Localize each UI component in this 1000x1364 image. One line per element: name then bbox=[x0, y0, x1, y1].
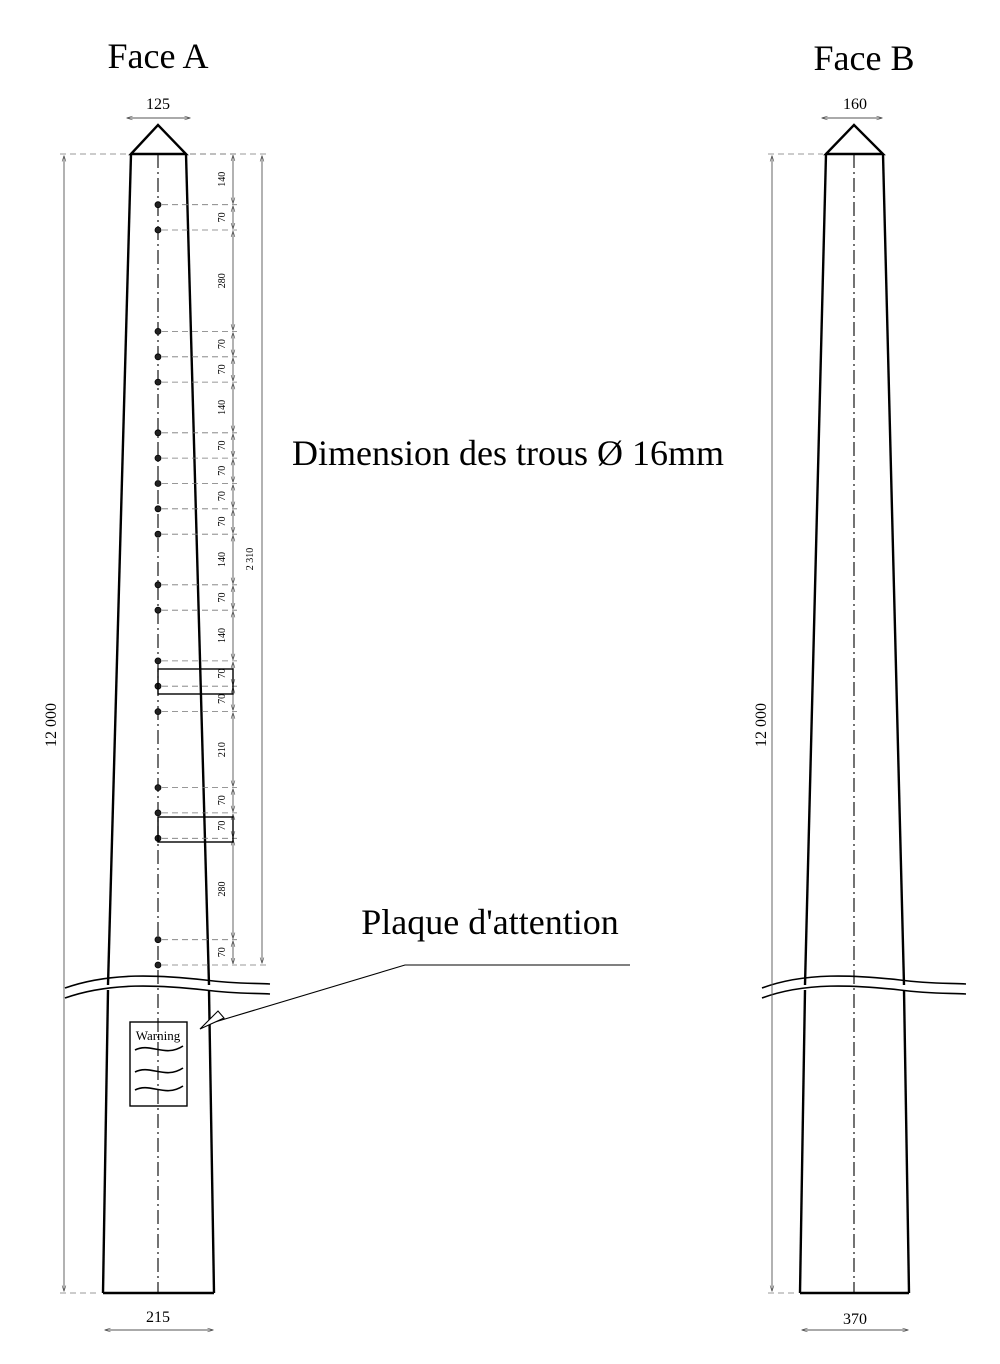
face-a-pole-left-edge-upper bbox=[108, 154, 131, 985]
face-b-title: Face B bbox=[813, 38, 915, 78]
hole-spacing-label: 70 bbox=[217, 465, 228, 476]
warning-plate-line-1 bbox=[135, 1046, 183, 1051]
face-a-top-width-label: 125 bbox=[146, 96, 170, 113]
hole-spacing-label: 70 bbox=[217, 795, 228, 806]
hole-spacing-label: 70 bbox=[217, 947, 228, 958]
face-b-pole-tip bbox=[826, 125, 883, 154]
face-a-pole-right-edge-upper bbox=[186, 154, 209, 985]
bolt-hole bbox=[155, 785, 161, 791]
face-b-pole-left-edge-upper bbox=[805, 154, 826, 985]
bolt-hole bbox=[155, 709, 161, 715]
hole-spacing-label: 70 bbox=[217, 440, 228, 451]
hole-spacing-label: 70 bbox=[217, 212, 228, 223]
bolt-hole bbox=[155, 455, 161, 461]
bolt-hole bbox=[155, 430, 161, 436]
face-b-pole-right-edge-lower bbox=[904, 990, 909, 1293]
hole-spacing-dims bbox=[162, 154, 237, 965]
hole-spacing-label: 280 bbox=[217, 881, 228, 897]
plate-note-arrowhead bbox=[200, 1011, 224, 1029]
hole-spacing-label: 140 bbox=[217, 171, 228, 187]
bolt-hole bbox=[155, 607, 161, 613]
hole-spacing-label: 140 bbox=[217, 552, 228, 567]
plate-note: Plaque d'attention bbox=[361, 902, 619, 942]
face-a-break-line-bottom bbox=[65, 986, 270, 998]
bolt-hole bbox=[155, 354, 161, 360]
bolt-hole bbox=[155, 379, 161, 385]
bolt-hole bbox=[155, 531, 161, 537]
face-a-pole-right-edge-lower bbox=[209, 990, 214, 1293]
face-a-title: Face A bbox=[107, 36, 209, 76]
hole-spacing-label: 70 bbox=[217, 364, 228, 375]
face-b-break-line-bottom bbox=[762, 986, 966, 998]
bolt-hole bbox=[155, 962, 161, 968]
face-a-pole-tip bbox=[131, 125, 186, 154]
hole-spacing-label: 70 bbox=[217, 693, 228, 704]
holes-span-label: 2 310 bbox=[245, 547, 256, 571]
hole-spacing-label: 70 bbox=[217, 491, 228, 502]
bolt-hole bbox=[155, 582, 161, 588]
hole-spacing-label: 70 bbox=[217, 592, 228, 603]
warning-plate-line-3 bbox=[135, 1086, 183, 1091]
bolt-hole bbox=[155, 937, 161, 943]
hole-spacing-label: 140 bbox=[217, 399, 228, 415]
hole-spacing-label: 280 bbox=[217, 273, 228, 289]
hole-spacing-label: 70 bbox=[217, 339, 228, 350]
bolt-hole bbox=[155, 328, 161, 334]
face-b-top-width-label: 160 bbox=[843, 96, 867, 113]
bolt-hole bbox=[155, 227, 161, 233]
warning-plate-line-2 bbox=[135, 1068, 183, 1073]
face-a-length-label: 12 000 bbox=[43, 703, 60, 747]
plate-note-leader bbox=[215, 965, 630, 1022]
face-b-bottom-width-label: 370 bbox=[843, 1311, 867, 1328]
bolt-hole bbox=[155, 810, 161, 816]
hole-spacing-label: 140 bbox=[217, 628, 228, 643]
face-b-pole-left-edge-lower bbox=[800, 990, 805, 1293]
face-a-bottom-width-label: 215 bbox=[146, 1309, 170, 1326]
hole-spacing-label: 70 bbox=[217, 516, 228, 527]
face-b-pole-right-edge-upper bbox=[883, 154, 904, 985]
bolt-hole bbox=[155, 202, 161, 208]
hole-spacing-label: 70 bbox=[217, 668, 228, 679]
hole-spacing-label: 70 bbox=[217, 820, 228, 831]
warning-plate-label: Warning bbox=[135, 1028, 181, 1043]
hole-spacing-label: 210 bbox=[217, 742, 228, 758]
face-b-length-label: 12 000 bbox=[753, 703, 770, 747]
bolt-hole bbox=[155, 506, 161, 512]
bolt-hole bbox=[155, 658, 161, 664]
hole-dimension-note: Dimension des trous Ø 16mm bbox=[292, 433, 724, 473]
face-a-pole-left-edge-lower bbox=[103, 990, 108, 1293]
bolt-hole bbox=[155, 481, 161, 487]
